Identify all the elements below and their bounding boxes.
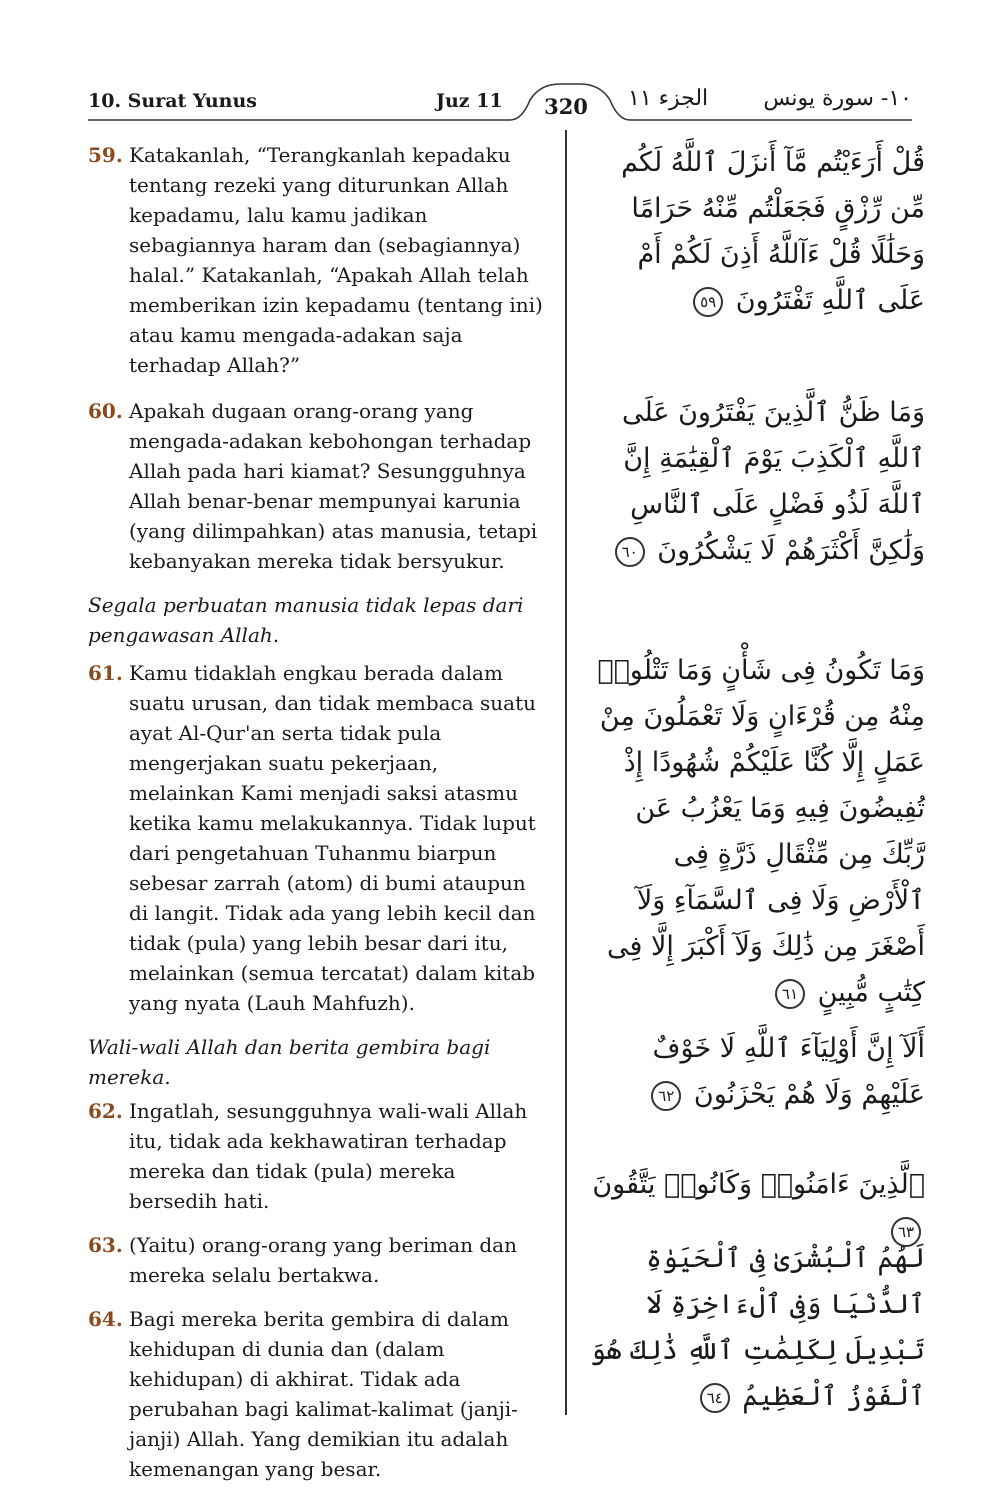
page-header [0,0,1000,130]
arabic-verse-60 [590,390,925,574]
arabic-text: قُلْ أَرَءَيْتُم مَّآ أَنزَلَ ٱللَّهُ لَكُم مِّن رِّزْقٍ فَجَعَلْتُم مِّنْهُ حَرَامًا وَحَلَٰلًا قُلْ ءَآللَّهُ أَذِنَ لَكُمْ أَمْ عَلَى ٱللَّهِ تَفْتَرُونَ [621,147,925,316]
translation-column [88,140,548,1484]
ayah-end-marker: ٦٠ [615,537,645,567]
section-heading: Segala perbuatan manusia tidak lepas dari pengawasan Allah. [88,593,524,647]
verse-61 [88,658,548,1018]
verse-number: 62. [88,1099,123,1123]
verse-text: Kamu tidaklah engkau berada dalam suatu urusan, dan tidak membaca suatu ayat Al-Qur'an serta tidak pula mengerjakan suatu pekerjaan, melainkan Kami menjadi saksi atasmu ketika kamu melakukannya. Tidak luput dari pengetahuan Tuhanmu biarpun sebesar zarrah (atom) di bumi ataupun di langit. Tidak ada yang lebih kecil dan tidak (pula) yang lebih besar dari itu, melainkan (semua tercatat) dalam kitab yang nyata (Lauh Mahfuzh). [129,661,537,1015]
verse-text: (Yaitu) orang-orang yang beriman dan mereka selalu bertakwa. [129,1233,517,1287]
section-heading: Wali-wali Allah dan berita gembira bagi mereka. [88,1035,491,1089]
verse-text: Bagi mereka berita gembira di dalam kehidupan di dunia dan (dalam kehidupan) di akhirat. Tidak ada perubahan bagi kalimat-kalimat (janji-janji) Allah. Yang demikian itu adalah kemenangan yang besar. [129,1307,518,1481]
arabic-surah-title: ١٠- سورة يونس [763,86,912,111]
arabic-verse-59 [590,140,925,324]
verse-number: 60. [88,399,123,423]
verse-64 [88,1304,548,1484]
juz-label: Juz 11 [436,90,503,112]
arabic-text: ٱلَّذِينَ ءَامَنُوا۟ وَكَانُوا۟ يَتَّقُونَ [592,1169,925,1200]
verse-text: Ingatlah, sesungguhnya wali-wali Allah itu, tidak ada kekhawatiran terhadap mereka dan tidak (pula) mereka bersedih hati. [129,1099,528,1213]
ayah-end-marker: ٥٩ [693,287,723,317]
ayah-end-marker: ٦٤ [700,1383,730,1413]
ayah-end-marker: ٦١ [775,979,805,1009]
verse-59 [88,140,548,380]
arabic-verse-61 [590,648,925,1016]
arabic-text: لَهُمُ ٱلْبُشْرَىٰ فِى ٱلْحَيَوٰةِ ٱلدُّنْيَا وَفِى ٱلْءَاخِرَةِ لَا تَبْدِيلَ لِكَلِمَٰتِ ٱللَّهِ ذَٰلِكَ هُوَ ٱلْفَوْزُ ٱلْعَظِيمُ [590,1243,925,1412]
arabic-text: أَلَآ إِنَّ أَوْلِيَآءَ ٱللَّهِ لَا خَوْفٌ عَلَيْهِمْ وَلَا هُمْ يَحْزَنُونَ [652,1033,925,1110]
arabic-verse-62 [590,1026,925,1118]
page-number: 320 [544,94,588,119]
column-divider [565,130,567,1415]
ayah-end-marker: ٦٢ [651,1081,681,1111]
ayah-end-marker: ٦٣ [891,1217,921,1247]
verse-63 [88,1230,548,1290]
verse-60 [88,396,548,576]
verse-number: 63. [88,1233,123,1257]
verse-text: Katakanlah, “Terangkanlah kepadaku tentang rezeki yang diturunkan Allah kepadamu, lalu kamu jadikan sebagiannya haram dan (sebagiannya) halal.” Katakanlah, “Apakah Allah telah memberikan izin kepadamu (tentang ini) atau kamu mengada-adakan saja terhadap Allah?” [129,143,543,377]
verse-number: 64. [88,1307,123,1331]
arabic-verse-64 [590,1236,925,1420]
verse-62 [88,1096,548,1216]
verse-number: 59. [88,143,123,167]
arabic-text: وَمَا تَكُونُ فِى شَأْنٍ وَمَا تَتْلُوا۟ مِنْهُ مِن قُرْءَانٍ وَلَا تَعْمَلُونَ مِنْ عَمَلٍ إِلَّا كُنَّا عَلَيْكُمْ شُهُودًا إِذْ تُفِيضُونَ فِيهِ وَمَا يَعْزُبُ عَن رَّبِّكَ مِن مِّثْقَالِ ذَرَّةٍ فِى ٱلْأَرْضِ وَلَا فِى ٱلسَّمَآءِ وَلَآ أَصْغَرَ مِن ذَٰلِكَ وَلَآ أَكْبَرَ إِلَّا فِى كِتَٰبٍ مُّبِينٍ [597,655,925,1008]
verse-text: Apakah dugaan orang-orang yang mengada-adakan kebohongan terhadap Allah pada hari kiamat? Sesungguhnya Allah benar-benar mempunyai karunia (yang dilimpahkan) atas manusia, tetapi kebanyakan mereka tidak bersyukur. [129,399,538,573]
arabic-juz-label: الجزء ١١ [628,86,709,111]
arabic-text: وَمَا ظَنُّ ٱلَّذِينَ يَفْتَرُونَ عَلَى ٱللَّهِ ٱلْكَذِبَ يَوْمَ ٱلْقِيَٰمَةِ إِنَّ ٱللَّهَ لَذُو فَضْلٍ عَلَى ٱلنَّاسِ وَلَٰكِنَّ أَكْثَرَهُمْ لَا يَشْكُرُونَ [621,397,925,566]
verse-number: 61. [88,661,123,685]
surah-title: 10. Surat Yunus [88,90,257,112]
